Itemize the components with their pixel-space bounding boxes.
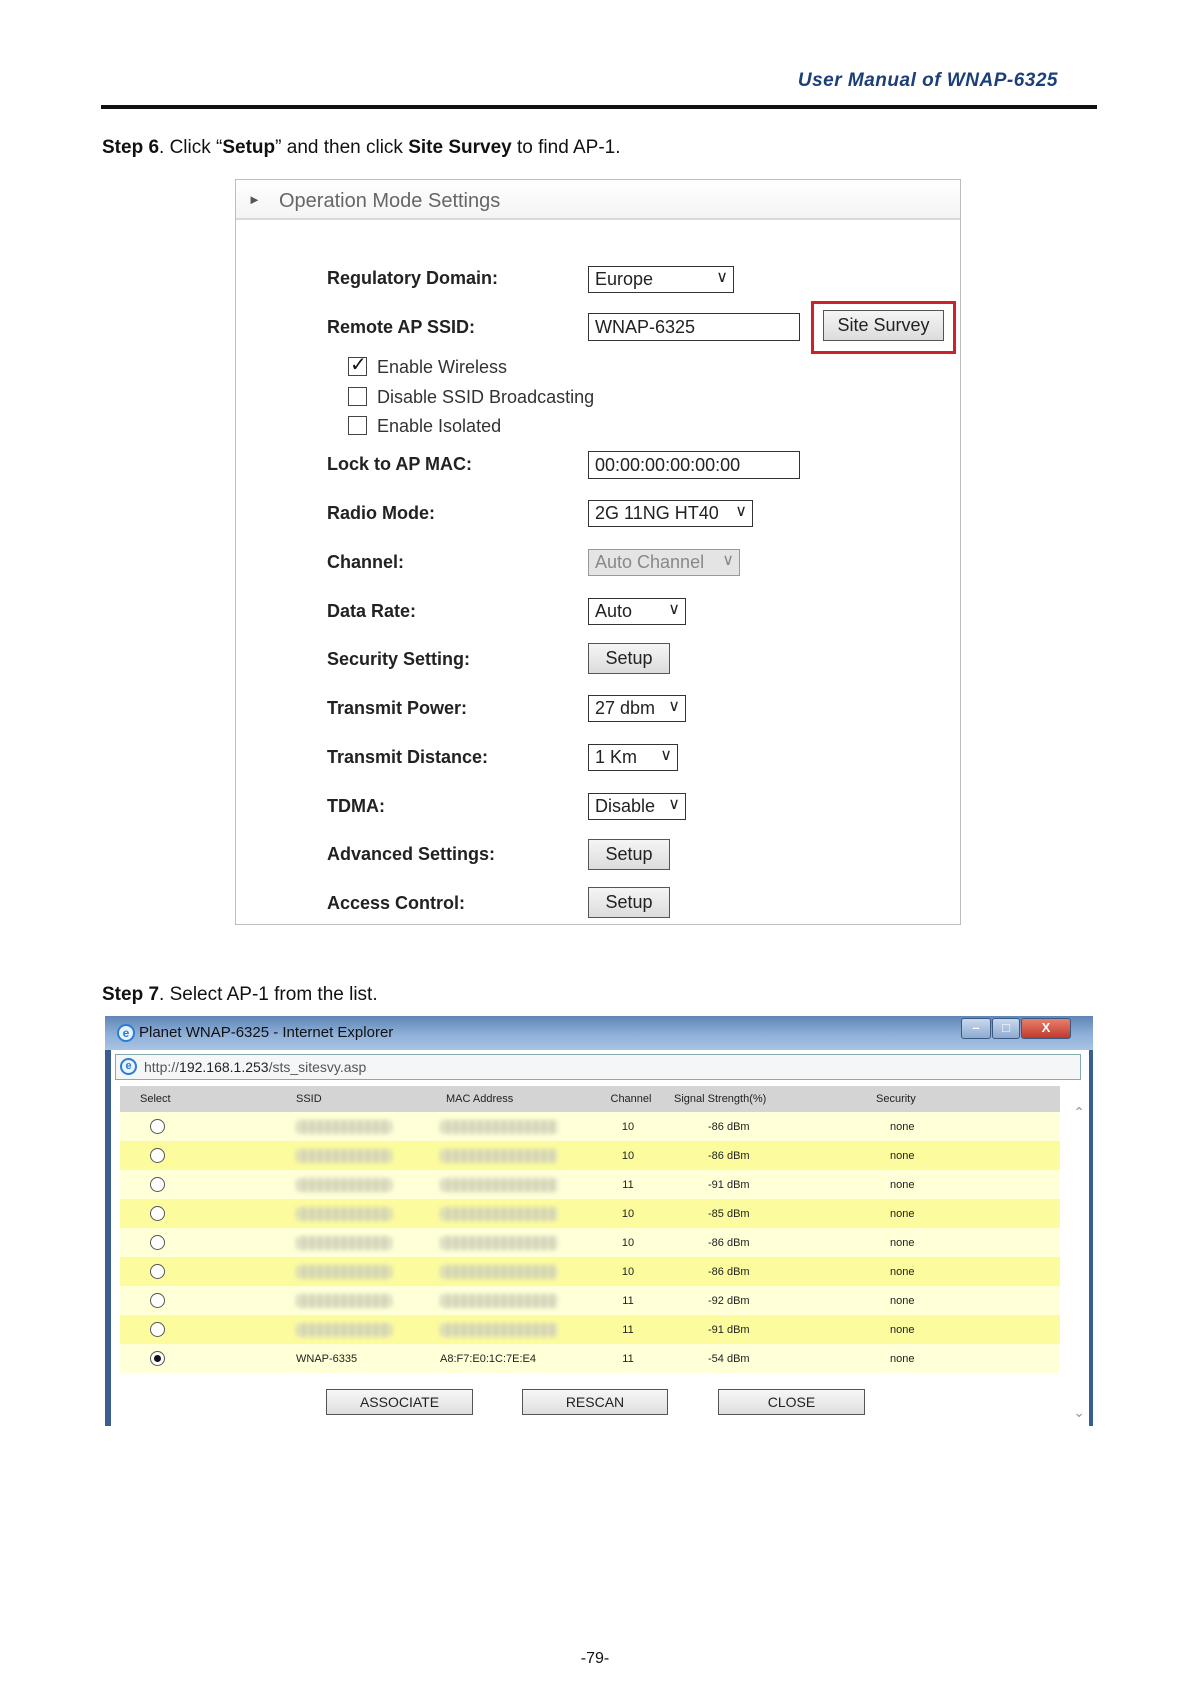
remote-ssid-input[interactable]: WNAP-6325 [588,313,800,341]
security-cell: none [876,1141,1060,1170]
internet-explorer-icon: e [120,1058,137,1075]
mac-cell [440,1199,582,1228]
tdma-label: TDMA: [327,796,385,816]
window-title-bar[interactable] [105,1016,1093,1050]
redacted-mac [440,1236,558,1250]
regulatory-domain-value: Europe [595,269,654,289]
channel-cell: 10 [582,1199,674,1228]
transmit-power-value: 27 dbm [595,698,656,718]
select-cell [120,1112,258,1141]
step-7-label: Step 7 [102,984,160,1005]
transmit-distance-value: 1 Km [595,747,638,767]
tdma-value: Disable [595,796,656,816]
maximize-icon[interactable]: □ [992,1018,1020,1039]
security-cell: none [876,1286,1060,1315]
redacted-mac [440,1178,558,1192]
signal-cell: -85 dBm [674,1199,876,1228]
chevron-down-icon: ∨ [722,552,734,569]
column-header-select: Select [120,1086,258,1112]
security-cell: none [876,1344,1060,1373]
signal-cell: -91 dBm [674,1170,876,1199]
channel-cell: 11 [582,1315,674,1344]
ssid-cell [258,1170,440,1199]
mac-cell [440,1344,582,1373]
redacted-mac [440,1149,558,1163]
header-rule [101,105,1097,109]
triangle-right-icon: ► [248,192,261,207]
mac-cell [440,1141,582,1170]
channel-cell: 10 [582,1257,674,1286]
mac-cell [440,1228,582,1257]
step-6-text-1: . Click “ [159,137,223,158]
url-host: 192.168.1.253 [179,1059,269,1075]
url-path: /sts_sitesvy.asp [268,1059,367,1075]
redacted-ssid [296,1323,392,1337]
security-cell: none [876,1315,1060,1344]
disable-ssid-checkbox[interactable] [348,387,367,406]
enable-wireless-label: Enable Wireless [377,357,508,377]
select-radio[interactable] [150,1206,165,1221]
page-number: -79- [580,1650,610,1667]
mac-cell [440,1315,582,1344]
column-header-signal: Signal Strength(%) [674,1086,876,1112]
enable-wireless-row [348,354,508,378]
step-6-site-survey: Site Survey [408,137,512,158]
security-cell: none [876,1228,1060,1257]
tdma-select[interactable] [588,793,686,820]
channel-cell: 11 [582,1344,674,1373]
table-row[interactable] [120,1141,1060,1170]
security-cell: none [876,1199,1060,1228]
mac-cell [440,1170,582,1199]
ssid-cell [258,1141,440,1170]
ssid-cell [258,1315,440,1344]
mac-cell [440,1257,582,1286]
table-row[interactable] [120,1199,1060,1228]
lock-mac-input[interactable]: 00:00:00:00:00:00 [588,451,800,479]
transmit-distance-label: Transmit Distance: [327,747,489,767]
channel-cell: 10 [582,1228,674,1257]
ssid-cell [258,1344,440,1373]
radio-mode-value: 2G 11NG HT40 [595,503,719,523]
redacted-mac [440,1294,558,1308]
advanced-setup-button[interactable]: Setup [588,839,670,870]
radio-mode-select[interactable] [588,500,753,527]
transmit-power-label: Transmit Power: [327,698,468,718]
ssid-cell [258,1286,440,1315]
channel-cell: 10 [582,1112,674,1141]
select-radio[interactable] [150,1148,165,1163]
channel-cell: 11 [582,1286,674,1315]
table-row[interactable] [120,1170,1060,1199]
step-6-label: Step 6 [102,137,160,158]
redacted-mac [440,1120,558,1134]
close-button[interactable]: CLOSE [718,1389,865,1415]
select-radio[interactable] [150,1177,165,1192]
operation-mode-title: Operation Mode Settings [279,190,501,212]
select-cell [120,1141,258,1170]
select-radio[interactable] [150,1351,165,1366]
security-setup-button[interactable]: Setup [588,643,670,674]
step-7-instruction [102,984,378,1006]
table-row[interactable] [120,1112,1060,1141]
channel-label: Channel: [327,552,405,572]
url-prefix: http:// [144,1059,180,1075]
enable-isolated-checkbox[interactable] [348,416,367,435]
table-header-row [120,1086,1060,1112]
channel-cell: 11 [582,1170,674,1199]
chevron-down-icon: ∨ [660,747,672,764]
signal-cell: -92 dBm [674,1286,876,1315]
column-header-mac: MAC Address [440,1086,582,1112]
select-cell [120,1315,258,1344]
chevron-down-icon: ∨ [668,698,680,715]
scroll-up-icon[interactable]: ⌃ [1073,1104,1085,1120]
table-row[interactable] [120,1257,1060,1286]
close-window-icon[interactable]: X [1021,1018,1071,1039]
access-control-label: Access Control: [327,893,466,913]
select-radio[interactable] [150,1119,165,1134]
disable-ssid-row [348,387,594,408]
internet-explorer-window [105,1016,1093,1426]
signal-cell: -86 dBm [674,1112,876,1141]
table-row[interactable] [120,1286,1060,1315]
select-radio[interactable] [150,1235,165,1250]
disable-ssid-label: Disable SSID Broadcasting [377,387,595,407]
select-radio[interactable] [150,1293,165,1308]
redacted-ssid [296,1178,392,1192]
redacted-mac [440,1265,558,1279]
site-survey-table [120,1086,1060,1373]
manual-header-title: User Manual of WNAP-6325 [797,70,1058,91]
step-7-text: . Select AP-1 from the list. [159,984,378,1005]
regulatory-domain-label: Regulatory Domain: [327,268,499,288]
channel-cell: 10 [582,1141,674,1170]
enable-isolated-label: Enable Isolated [377,416,502,436]
step-6-instruction [102,137,621,159]
ssid-cell [258,1228,440,1257]
column-header-ssid: SSID [258,1086,440,1112]
address-url [144,1059,366,1075]
advanced-settings-label: Advanced Settings: [327,844,496,864]
select-cell [120,1228,258,1257]
redacted-ssid [296,1149,392,1163]
signal-cell: -54 dBm [674,1344,876,1373]
site-survey-button[interactable]: Site Survey [823,310,944,341]
signal-cell: -86 dBm [674,1141,876,1170]
chevron-down-icon: ∨ [668,796,680,813]
security-cell: none [876,1170,1060,1199]
data-rate-select[interactable] [588,598,686,625]
operation-mode-panel [235,179,961,925]
redacted-ssid [296,1120,392,1134]
mac-cell [440,1112,582,1141]
lock-mac-label: Lock to AP MAC: [327,454,473,474]
column-header-channel: Channel [582,1086,674,1112]
step-6-text-3: to find AP-1. [511,137,621,158]
scroll-down-icon[interactable]: ⌄ [1073,1404,1085,1420]
internet-explorer-icon: e [117,1024,135,1042]
regulatory-domain-select[interactable] [588,266,734,293]
operation-mode-header [236,180,960,220]
channel-value: Auto Channel [595,552,705,572]
radio-mode-label: Radio Mode: [327,503,435,523]
mac-cell [440,1286,582,1315]
signal-cell: -86 dBm [674,1228,876,1257]
remote-ssid-label: Remote AP SSID: [327,317,476,337]
minimize-icon[interactable]: – [961,1018,991,1039]
redacted-ssid [296,1265,392,1279]
ssid-cell [258,1112,440,1141]
transmit-distance-select[interactable] [588,744,678,771]
select-radio[interactable] [150,1264,165,1279]
chevron-down-icon: ∨ [716,269,728,286]
enable-wireless-checkbox[interactable] [348,354,367,376]
address-bar[interactable] [115,1054,1081,1080]
select-cell [120,1286,258,1315]
ssid-value: WNAP-6335 [296,1352,358,1365]
ssid-cell [258,1257,440,1286]
channel-select [588,549,740,576]
redacted-ssid [296,1294,392,1308]
mac-value: A8:F7:E0:1C:7E:E4 [440,1352,536,1365]
site-survey-rows [120,1112,1060,1373]
redacted-mac [440,1323,558,1337]
redacted-mac [440,1207,558,1221]
data-rate-value: Auto [595,601,633,621]
security-setting-label: Security Setting: [327,649,471,669]
select-cell [120,1344,258,1373]
associate-button[interactable]: ASSOCIATE [326,1389,473,1415]
select-cell [120,1170,258,1199]
table-row[interactable] [120,1228,1060,1257]
chevron-down-icon: ∨ [668,601,680,618]
redacted-ssid [296,1236,392,1250]
check-icon: ✓ [350,354,367,376]
transmit-power-select[interactable] [588,695,686,722]
security-cell: none [876,1257,1060,1286]
select-cell [120,1199,258,1228]
window-title: Planet WNAP-6325 - Internet Explorer [139,1024,394,1041]
chevron-down-icon: ∨ [735,503,747,520]
select-radio[interactable] [150,1322,165,1337]
step-6-text-2: ” and then click [275,137,409,158]
enable-isolated-row [348,416,501,437]
column-header-security: Security [876,1086,1060,1112]
ssid-cell [258,1199,440,1228]
signal-cell: -86 dBm [674,1257,876,1286]
signal-cell: -91 dBm [674,1315,876,1344]
access-control-setup-button[interactable]: Setup [588,887,670,918]
redacted-ssid [296,1207,392,1221]
rescan-button[interactable]: RESCAN [522,1389,668,1415]
step-6-setup: Setup [222,137,276,158]
table-row[interactable] [120,1315,1060,1344]
security-cell: none [876,1112,1060,1141]
table-row[interactable] [120,1344,1060,1373]
select-cell [120,1257,258,1286]
data-rate-label: Data Rate: [327,601,417,621]
